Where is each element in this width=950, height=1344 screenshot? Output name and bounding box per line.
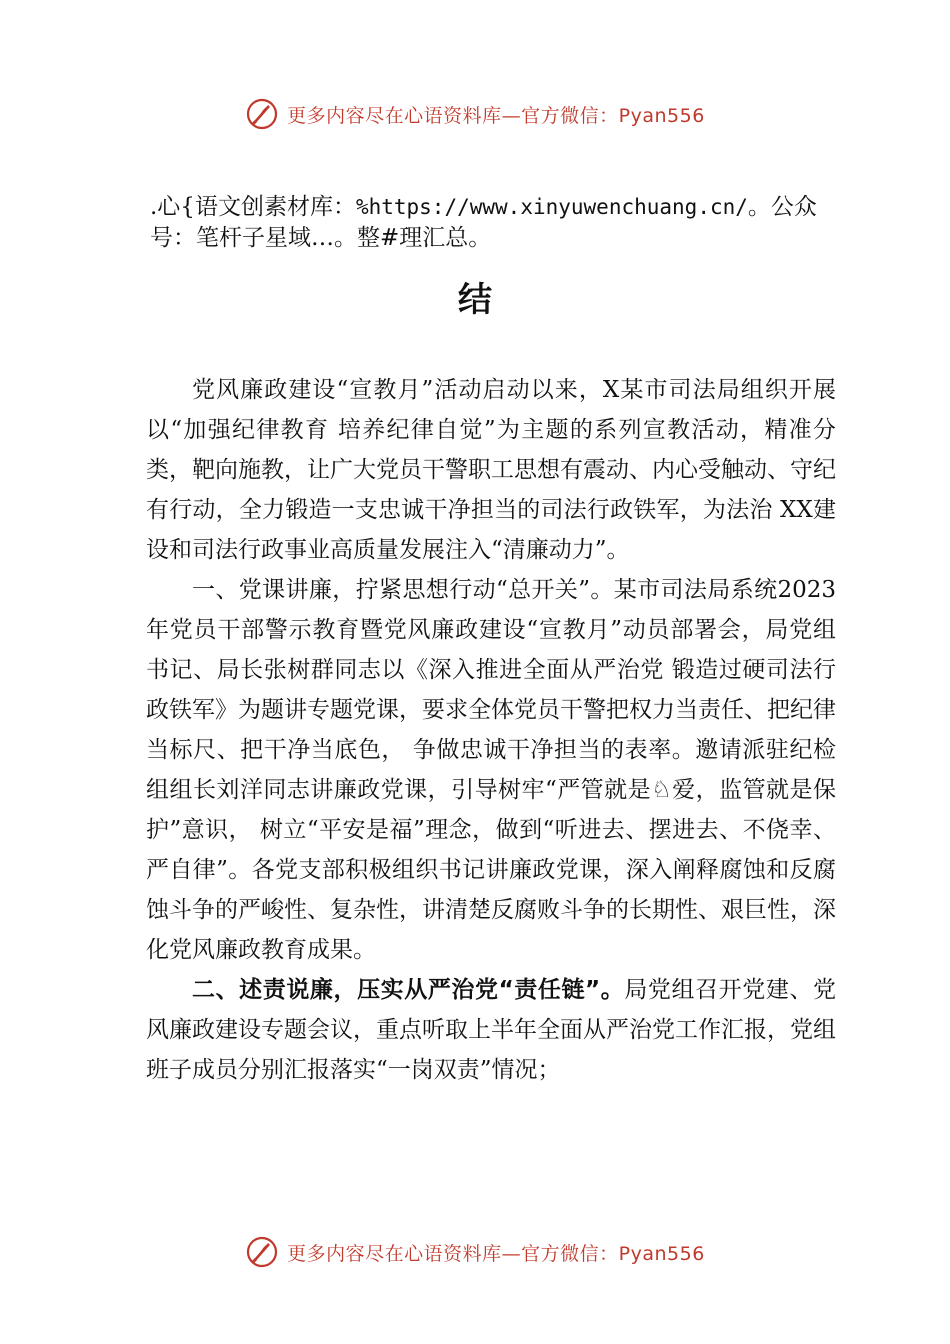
header-banner — [0, 94, 950, 134]
paragraph: 党风廉政建设“宣教月”活动启动以来，X某市司法局组织开展以“加强纪律教育 培养纪律自觉”为主题的系列宣教活动，精准分类，靶向施教，让广大党员干警职工思想有震动、内心受触动、守纪有行动，全力锻造一支忠诚干净担当的司法行政铁军，为法治 XX建设和司法行政事业高质量发展注入“清廉动力”。 — [146, 377, 836, 563]
wechat-id: Pyan556 — [618, 104, 705, 127]
source-url: %https://www.xinyuwenchuang.cn/ — [355, 195, 748, 219]
section-heading: 二、述责说廉，压实从严治党“责任链”。 — [192, 977, 625, 1003]
wechat-id: Pyan556 — [618, 1242, 705, 1265]
banner-text: 更多内容尽在心语资料库—官方微信：Pyan556 — [287, 104, 705, 127]
footer-banner — [0, 1232, 950, 1272]
document-body — [146, 370, 836, 1090]
quill-logo-icon — [245, 1235, 279, 1269]
source-line: .心{语文创素材库：%https://www.xinyuwenchuang.cn/。公众号：笔杆子星域…。整#理汇总。 — [150, 194, 817, 251]
paragraph: 一、党课讲廉，拧紧思想行动“总开关”。某市司法局系统2023年党员干部警示教育暨党风廉政建设“宣教月”动员部署会，局党组书记、局长张树群同志以《深入推进全面从严治党 锻造过硬司法行政铁军》为题讲专题党课，要求全体党员干警把权力当责任、把纪律当标尺、把干净当底色， 争做忠诚干净担当的表率。邀请派驻纪检组组长刘洋同志讲廉政党课，引导树牢“严管就是♘爱，监管就是保护”意识， 树立“平安是福”理念，做到“听进去、摆进去、不侥幸、 严自律”。各党支部积极组织书记讲廉政党课，深入阐释腐蚀和反腐蚀斗争的严峻性、复杂性，讲清楚反腐败斗争的长期性、艰巨性，深化党风廉政教育成果。 — [146, 577, 836, 963]
banner-text: 更多内容尽在心语资料库—官方微信：Pyan556 — [287, 1242, 705, 1265]
page-title: 结 — [458, 280, 492, 320]
quill-logo-icon — [245, 97, 279, 131]
paragraph: 二、述责说廉，压实从严治党“责任链”。局党组召开党建、党风廉政建设专题会议，重点听取上半年全面从严治党工作汇报，党组班子成员分别汇报落实“一岗双责”情况； — [146, 977, 836, 1083]
